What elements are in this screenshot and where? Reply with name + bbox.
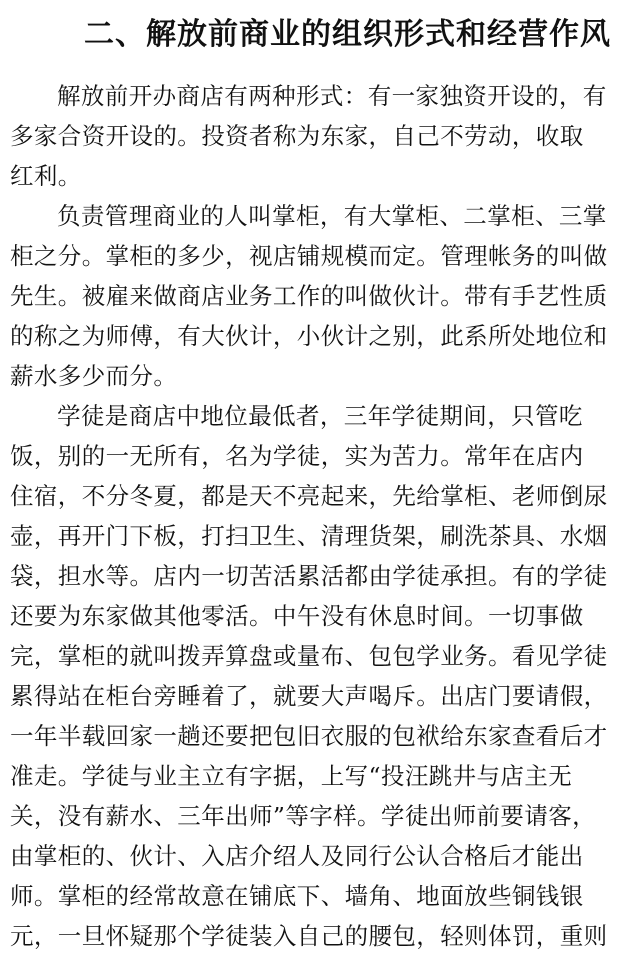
text-line: 学徒是商店中地位最低者，三年学徒期间，只管吃 <box>57 402 583 430</box>
paragraph <box>10 196 630 396</box>
text-line: 先生。被雇来做商店业务工作的叫做伙计。带有手艺性质 <box>10 282 608 310</box>
text-line: 负责管理商业的人叫掌柜，有大掌柜、二掌柜、三掌 <box>57 202 607 230</box>
text-line: 的称之为师傅，有大伙计，小伙计之别，此系所处地位和 <box>10 322 608 350</box>
text-line: 准走。学徒与业主立有字据，上写“投汪跳井与店主无 <box>10 762 573 790</box>
text-line: 完，掌柜的就叫拨弄算盘或量布、包包学业务。看见学徒 <box>10 642 608 670</box>
text-line: 住宿，不分冬夏，都是天不亮起来，先给掌柜、老师倒尿 <box>10 482 608 510</box>
section-title: 二、解放前商业的组织形式和经营作风 <box>84 17 611 52</box>
text-line: 师。掌柜的经常故意在铺底下、墙角、地面放些铜钱银 <box>10 882 584 910</box>
text-line: 累得站在柜台旁睡着了，就要大声喝斥。出店门要请假， <box>10 682 608 710</box>
text-line: 壶，再开门下板，打扫卫生、清理货架，刷洗茶具、水烟 <box>10 522 608 550</box>
text-line: 多家合资开设的。投资者称为东家，自己不劳动，收取 <box>10 122 584 150</box>
paragraph <box>10 396 630 956</box>
text-line: 袋，担水等。店内一切苦活累活都由学徒承担。有的学徒 <box>10 562 608 590</box>
text-line: 红利。 <box>10 162 82 190</box>
text-line: 一年半载回家一趟还要把包旧衣服的包袱给东家查看后才 <box>10 722 608 750</box>
document-body <box>10 76 630 956</box>
text-line: 饭，别的一无所有，名为学徒，实为苦力。常年在店内 <box>10 442 584 470</box>
text-line: 由掌柜的、伙计、入店介绍人及同行公认合格后才能出 <box>10 842 584 870</box>
text-line: 元，一旦怀疑那个学徒装入自己的腰包，轻则体罚，重则 <box>10 922 608 950</box>
text-line: 柜之分。掌柜的多少，视店铺规模而定。管理帐务的叫做 <box>10 242 608 270</box>
text-line: 还要为东家做其他零活。中午没有休息时间。一切事做 <box>10 602 584 630</box>
text-line: 薪水多少而分。 <box>10 362 178 390</box>
paragraph <box>10 76 630 196</box>
text-line: 关，没有薪水、三年出师”等字样。学徒出师前要请客， <box>10 802 597 830</box>
text-line: 解放前开办商店有两种形式：有一家独资开设的，有 <box>57 82 607 110</box>
